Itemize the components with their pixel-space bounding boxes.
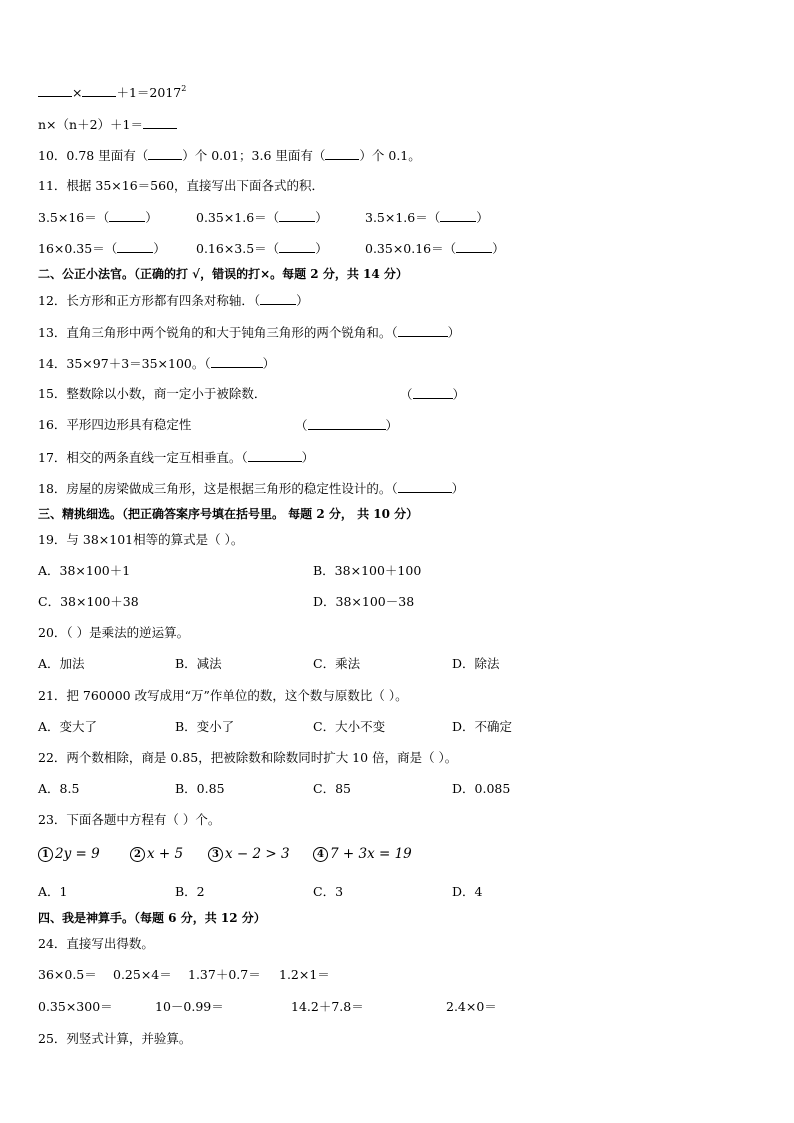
q22-option[interactable]: A．8.5 <box>38 781 80 796</box>
circled-number: 2 <box>130 847 145 862</box>
judge-13: 13．直角三角形中两个锐角的和大于钝角三角形的两个锐角和。（ ） <box>38 325 461 340</box>
calc-item: 1.2×1＝ <box>279 967 330 982</box>
judge-12: 12．长方形和正方形都有四条对称轴．（ ） <box>38 293 309 308</box>
section-2-heading: 二、公正小法官。（正确的打 √，错误的打×。每题 2 分，共 14 分） <box>38 267 408 281</box>
question-25: 25．列竖式计算，并验算。 <box>38 1031 192 1046</box>
answer-blank[interactable] <box>82 84 116 97</box>
judge-15-blank: （ ） <box>400 387 466 402</box>
section-4-heading: 四、我是神算手。（每题 6 分，共 12 分） <box>38 911 266 925</box>
q11-item: 0.35×1.6＝（ ） <box>196 210 328 225</box>
question-20: 20．（ ）是乘法的逆运算。 <box>38 625 190 640</box>
calc-item: 36×0.5＝ <box>38 967 97 982</box>
calc-item: 14.2＋7.8＝ <box>291 999 364 1014</box>
equation-line-1: × $+1=2017^2$ <box>38 84 186 101</box>
q20-option[interactable]: B．减法 <box>175 656 222 671</box>
q21-option[interactable]: A．变大了 <box>38 719 98 734</box>
q23-item: 2 x + 5 <box>130 846 183 862</box>
q19-option-c[interactable]: C．38×100＋38 <box>38 594 139 609</box>
answer-blank[interactable] <box>148 147 182 160</box>
judge-16-blank: （ ） <box>295 418 399 433</box>
circled-number: 1 <box>38 847 53 862</box>
q11-item: 16×0.35＝（ ） <box>38 241 166 256</box>
q19-option-b[interactable]: B．38×100＋100 <box>313 563 422 578</box>
q23-option[interactable]: B．2 <box>175 884 205 899</box>
question-19: 19．与 38×101相等的算式是（ ）。 <box>38 532 244 547</box>
judge-16: 16．平形四边形具有稳定性 <box>38 417 192 432</box>
q23-item: 1 2y = 9 <box>38 846 100 862</box>
q11-item: 3.5×1.6＝（ ） <box>365 210 489 225</box>
q21-option[interactable]: D．不确定 <box>452 719 513 734</box>
question-24: 24．直接写出得数。 <box>38 936 154 951</box>
q22-option[interactable]: B．0.85 <box>175 781 225 796</box>
q20-option[interactable]: C．乘法 <box>313 656 361 671</box>
answer-blank[interactable] <box>38 84 72 97</box>
q23-item: 4 7 + 3x = 19 <box>313 846 412 862</box>
calc-item: 2.4×0＝ <box>446 999 497 1014</box>
q23-option[interactable]: A．1 <box>38 884 68 899</box>
calc-item: 0.25×4＝ <box>113 967 172 982</box>
answer-blank[interactable] <box>143 116 177 129</box>
circled-number: 4 <box>313 847 328 862</box>
judge-15: 15．整数除以小数，商一定小于被除数． <box>38 386 267 401</box>
question-11: 11．根据 35×16＝560，直接写出下面各式的积． <box>38 178 325 193</box>
q23-option[interactable]: D．4 <box>452 884 483 899</box>
q20-option[interactable]: A．加法 <box>38 656 85 671</box>
question-23: 23．下面各题中方程有（ ）个。 <box>38 812 221 827</box>
question-22: 22．两个数相除，商是 0.85，把被除数和除数同时扩大 10 倍，商是（ ）。 <box>38 750 458 765</box>
q21-option[interactable]: C．大小不变 <box>313 719 386 734</box>
calc-item: 1.37＋0.7＝ <box>188 967 261 982</box>
section-3-heading: 三、精挑细选。（把正确答案序号填在括号里。 每题 2 分， 共 10 分） <box>38 507 419 521</box>
judge-17: 17．相交的两条直线一定互相垂直。（ ） <box>38 450 315 465</box>
question-21: 21．把 760000 改写成用“万”作单位的数，这个数与原数比（ ）。 <box>38 688 408 703</box>
q22-option[interactable]: D．0.085 <box>452 781 511 796</box>
q22-option[interactable]: C．85 <box>313 781 351 796</box>
answer-blank[interactable] <box>325 147 359 160</box>
q19-option-a[interactable]: A．38×100＋1 <box>38 563 131 578</box>
calc-item: 10－0.99＝ <box>155 999 224 1014</box>
q23-option[interactable]: C．3 <box>313 884 344 899</box>
circled-number: 3 <box>208 847 223 862</box>
judge-18: 18．房屋的房梁做成三角形，这是根据三角形的稳定性设计的。（ ） <box>38 481 465 496</box>
q11-item: 0.16×3.5＝（ ） <box>196 241 328 256</box>
q19-option-d[interactable]: D．38×100－38 <box>313 594 415 609</box>
q21-option[interactable]: B．变小了 <box>175 719 235 734</box>
judge-14: 14．35×97＋3＝35×100。（ ） <box>38 356 276 371</box>
equation-line-2: n×（n＋2）＋1＝ <box>38 116 177 133</box>
calc-item: 0.35×300＝ <box>38 999 113 1014</box>
q11-item: 3.5×16＝（ ） <box>38 210 158 225</box>
q20-option[interactable]: D．除法 <box>452 656 500 671</box>
q23-item: 3 x − 2 > 3 <box>208 846 290 862</box>
q11-item: 0.35×0.16＝（ ） <box>365 241 505 256</box>
question-10: 10．0.78 里面有（ ）个 0.01；3.6 里面有（ ）个 0.1。 <box>38 148 421 163</box>
